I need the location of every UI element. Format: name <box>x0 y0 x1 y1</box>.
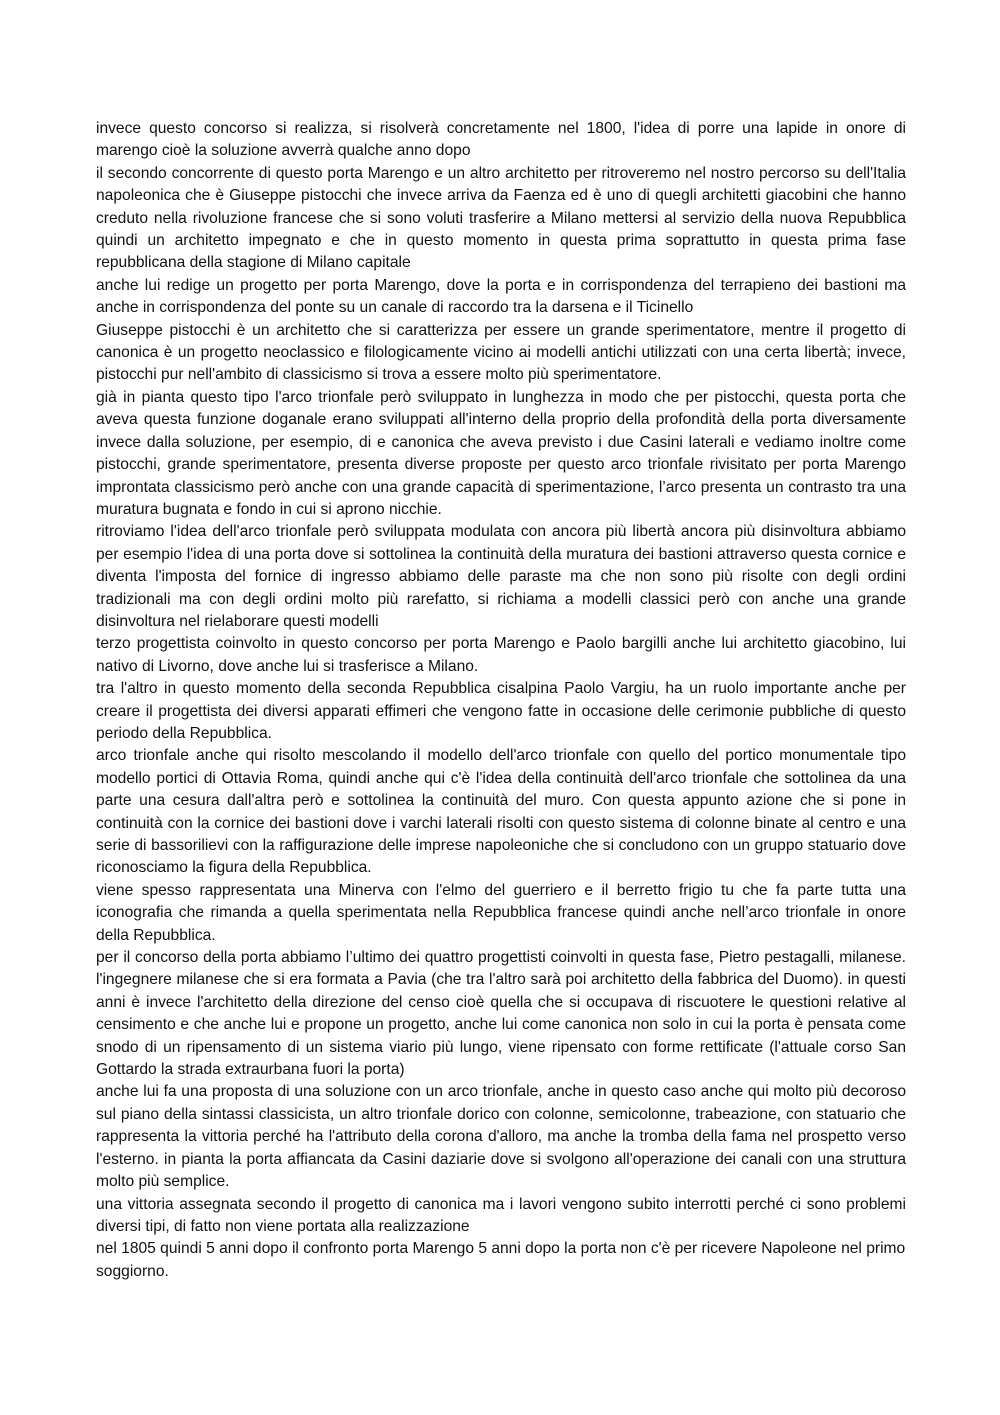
paragraph: anche lui fa una proposta di una soluzione con un arco trionfale, anche in questo caso anche qui molto più decoroso sul piano della sintassi classicista, un altro trionfale dorico con colonne, semicolonne, trabeazione, con statuario che rappresenta la vittoria perché ha l'attributo della corona d'alloro, ma anche la tromba della fama nel prospetto verso l'esterno. in pianta la porta affiancata da Casini daziarie dove si svolgono all'operazione dei canali con una struttura molto più semplice. <box>96 1083 906 1191</box>
document-page <box>96 118 906 1283</box>
paragraph: anche lui redige un progetto per porta Marengo, dove la porta e in corrispondenza del terrapieno dei bastioni ma anche in corrispondenza del ponte su un canale di raccordo tra la darsena e il Ticinello <box>96 276 906 317</box>
paragraph: ritroviamo l'idea dell'arco trionfale però sviluppata modulata con ancora più libertà ancora più disinvoltura abbiamo per esempio l'idea di una porta dove si sottolinea la continuità della muratura dei bastioni attraverso questa cornice e diventa l'imposta del fornice di ingresso abbiamo delle paraste ma che non sono più risolte con degli ordini tradizionali ma con degli ordini molto più rarefatto, si richiama a modelli classici però con anche una grande disinvoltura nel rielaborare questi modelli <box>96 523 906 630</box>
paragraph: una vittoria assegnata secondo il progetto di canonica ma i lavori vengono subito interrotti perché ci sono problemi diversi tipi, di fatto non viene portata alla realizzazione <box>96 1195 906 1235</box>
paragraph: il secondo concorrente di questo porta Marengo e un altro architetto per ritroveremo nel nostro percorso su dell'Italia napoleonica che è Giuseppe pistocchi che invece arriva da Faenza ed è uno di quegli architetti giacobini che hanno creduto nella rivoluzione francese che si sono voluti trasferire a Milano mettersi al servizio della nuova Repubblica quindi un architetto impegnato e che in questo momento in questa prima soprattutto in questa prima fase repubblicana della stagione di Milano capitale <box>96 164 906 272</box>
paragraph: invece questo concorso si realizza, si risolverà concretamente nel 1800, l'idea di porre una lapide in onore di marengo cioè la soluzione avverrà qualche anno dopo <box>96 120 906 160</box>
paragraph: nel 1805 quindi 5 anni dopo il confronto porta Marengo 5 anni dopo la porta non c'è per ricevere Napoleone nel primo soggiorno. <box>96 1240 906 1280</box>
paragraph: terzo progettista coinvolto in questo concorso per porta Marengo e Paolo bargilli anche lui architetto giacobino, lui nativo di Livorno, dove anche lui si trasferisce a Milano. <box>96 635 906 675</box>
paragraph: arco trionfale anche qui risolto mescolando il modello dell'arco trionfale con quello del portico monumentale tipo modello portici di Ottavia Roma, quindi anche qui c'è l'idea della continuità dell'arco trionfale che sottolinea da una parte una cesura dall'altra però e sottolinea la continuità del muro. Con questa appunto azione che si pone in continuità con la cornice dei bastioni dove i varchi laterali risolti con questo sistema di colonne binate al centro e una serie di bassorilievi con la raffigurazione delle imprese napoleoniche che si concludono con un gruppo statuario dove riconosciamo la figura della Repubblica. <box>96 747 906 877</box>
paragraph: tra l'altro in questo momento della seconda Repubblica cisalpina Paolo Vargiu, ha un ruolo importante anche per creare il progettista dei diversi apparati effimeri che vengono fatte in occasione delle cerimonie pubbliche di questo periodo della Repubblica. <box>96 680 906 742</box>
paragraph: per il concorso della porta abbiamo l’ultimo dei quattro progettisti coinvolti in questa fase, Pietro pestagalli, milanese. l'ingegnere milanese che si era formata a Pavia (che tra l'altro sarà poi architetto della fabbrica del Duomo). in questi anni è invece l'architetto della direzione del censo cioè quella che si occupava di riscuotere le questioni relative al censimento e che anche lui e propone un progetto, anche lui come canonica non solo in cui la porta è pensata come snodo di un ripensamento di un sistema viario più lungo, viene ripensato con forme rettificate (l'attuale corso San Gottardo la strada extraurbana fuori la porta) <box>96 949 906 1079</box>
paragraph: già in pianta questo tipo l'arco trionfale però sviluppato in lunghezza in modo che per pistocchi, questa porta che aveva questa funzione doganale erano sviluppati all'interno della proprio della profondità della porta diversamente invece dalla soluzione, per esempio, di e canonica che aveva previsto i due Casini laterali e vediamo inoltre come pistocchi, grande sperimentatore, presenta diverse proposte per questo arco trionfale rivisitato per porta Marengo improntata classicismo però anche con una grande capacità di sperimentazione, l’arco presenta un contrasto tra una muratura bugnata e fondo in cui si aprono nicchie. <box>96 388 906 518</box>
paragraph: viene spesso rappresentata una Minerva con l'elmo del guerriero e il berretto frigio tu che fa parte tutta una iconografia che rimanda a quella sperimentata nella Repubblica francese quindi anche nell’arco trionfale in onore della Repubblica. <box>96 881 906 944</box>
paragraph: Giuseppe pistocchi è un architetto che si caratterizza per essere un grande sperimentatore, mentre il progetto di canonica è un progetto neoclassico e filologicamente vicino ai modelli antichi utilizzati con una certa libertà; invece, pistocchi pur nell'ambito di classicismo si trova a essere molto più sperimentatore. <box>96 321 906 384</box>
